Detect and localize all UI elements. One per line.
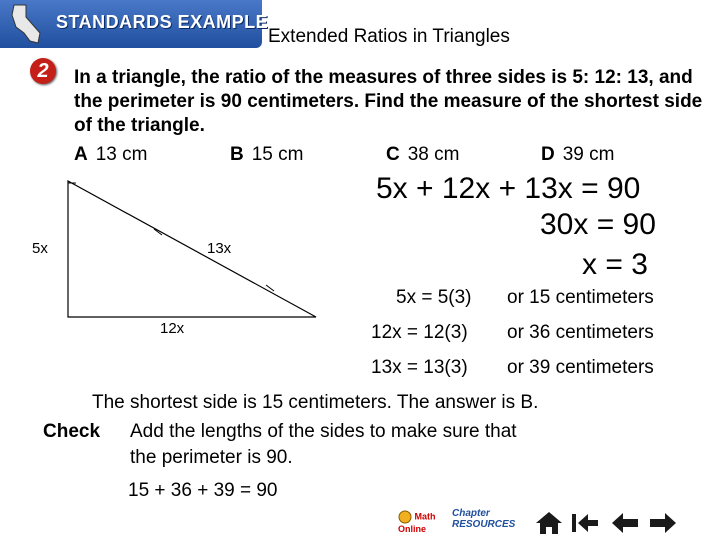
math-online-label: Math Online	[398, 511, 436, 534]
check-label: Check	[43, 421, 101, 442]
choice-a	[74, 144, 147, 166]
choice-text: 13 cm	[95, 144, 148, 165]
substitution-middle: 12x = 12(3)	[371, 322, 468, 343]
page-title: Extended Ratios in Triangles	[268, 26, 510, 47]
globe-icon	[398, 510, 412, 524]
choice-d	[541, 144, 614, 166]
math-online-button[interactable]	[398, 510, 444, 536]
side-label-left: 5x	[32, 240, 48, 257]
right-triangle-diagram	[60, 175, 320, 325]
california-state-icon	[8, 3, 44, 45]
home-icon[interactable]	[534, 510, 564, 536]
triangle-shape	[68, 181, 316, 317]
substitution-long: 13x = 13(3)	[371, 357, 468, 378]
check-sum: 15 + 36 + 39 = 90	[128, 480, 278, 501]
check-instruction-cont: the perimeter is 90.	[130, 447, 293, 468]
choice-letter: A	[74, 144, 88, 165]
answer-statement: The shortest side is 15 centimeters. The answer is B.	[92, 392, 539, 413]
choice-text: 38 cm	[407, 144, 460, 165]
substitution-long-result: or 39 centimeters	[507, 357, 654, 378]
check-instruction: Add the lengths of the sides to make sure that	[130, 421, 517, 442]
banner-label: STANDARDS EXAMPLE	[56, 12, 269, 32]
next-icon[interactable]	[648, 510, 678, 536]
choice-letter: B	[230, 144, 244, 165]
choice-b	[230, 144, 303, 166]
choice-c	[386, 144, 459, 166]
side-label-bottom: 12x	[160, 320, 185, 337]
substitution-short: 5x = 5(3)	[396, 287, 472, 308]
equation-sum: 5x + 12x + 13x = 90	[376, 172, 641, 205]
chapter-resources-button[interactable]: Chapter RESOURCES	[452, 508, 516, 530]
previous-icon[interactable]	[610, 510, 640, 536]
equation-combined: 30x = 90	[540, 208, 656, 241]
substitution-short-result: or 15 centimeters	[507, 287, 654, 308]
choice-text: 39 cm	[562, 144, 615, 165]
choice-letter: C	[386, 144, 400, 165]
substitution-middle-result: or 36 centimeters	[507, 322, 654, 343]
first-slide-icon[interactable]	[570, 510, 600, 536]
example-number-badge: 2	[30, 58, 56, 84]
equation-solution: x = 3	[582, 248, 648, 281]
side-label-hypotenuse: 13x	[207, 240, 232, 257]
problem-statement: In a triangle, the ratio of the measures of three sides is 5: 12: 13, and the perimeter is 90 centimeters. Find the measure of the shortest side of the triangle.	[74, 67, 703, 136]
choice-text: 15 cm	[251, 144, 304, 165]
choice-letter: D	[541, 144, 555, 165]
